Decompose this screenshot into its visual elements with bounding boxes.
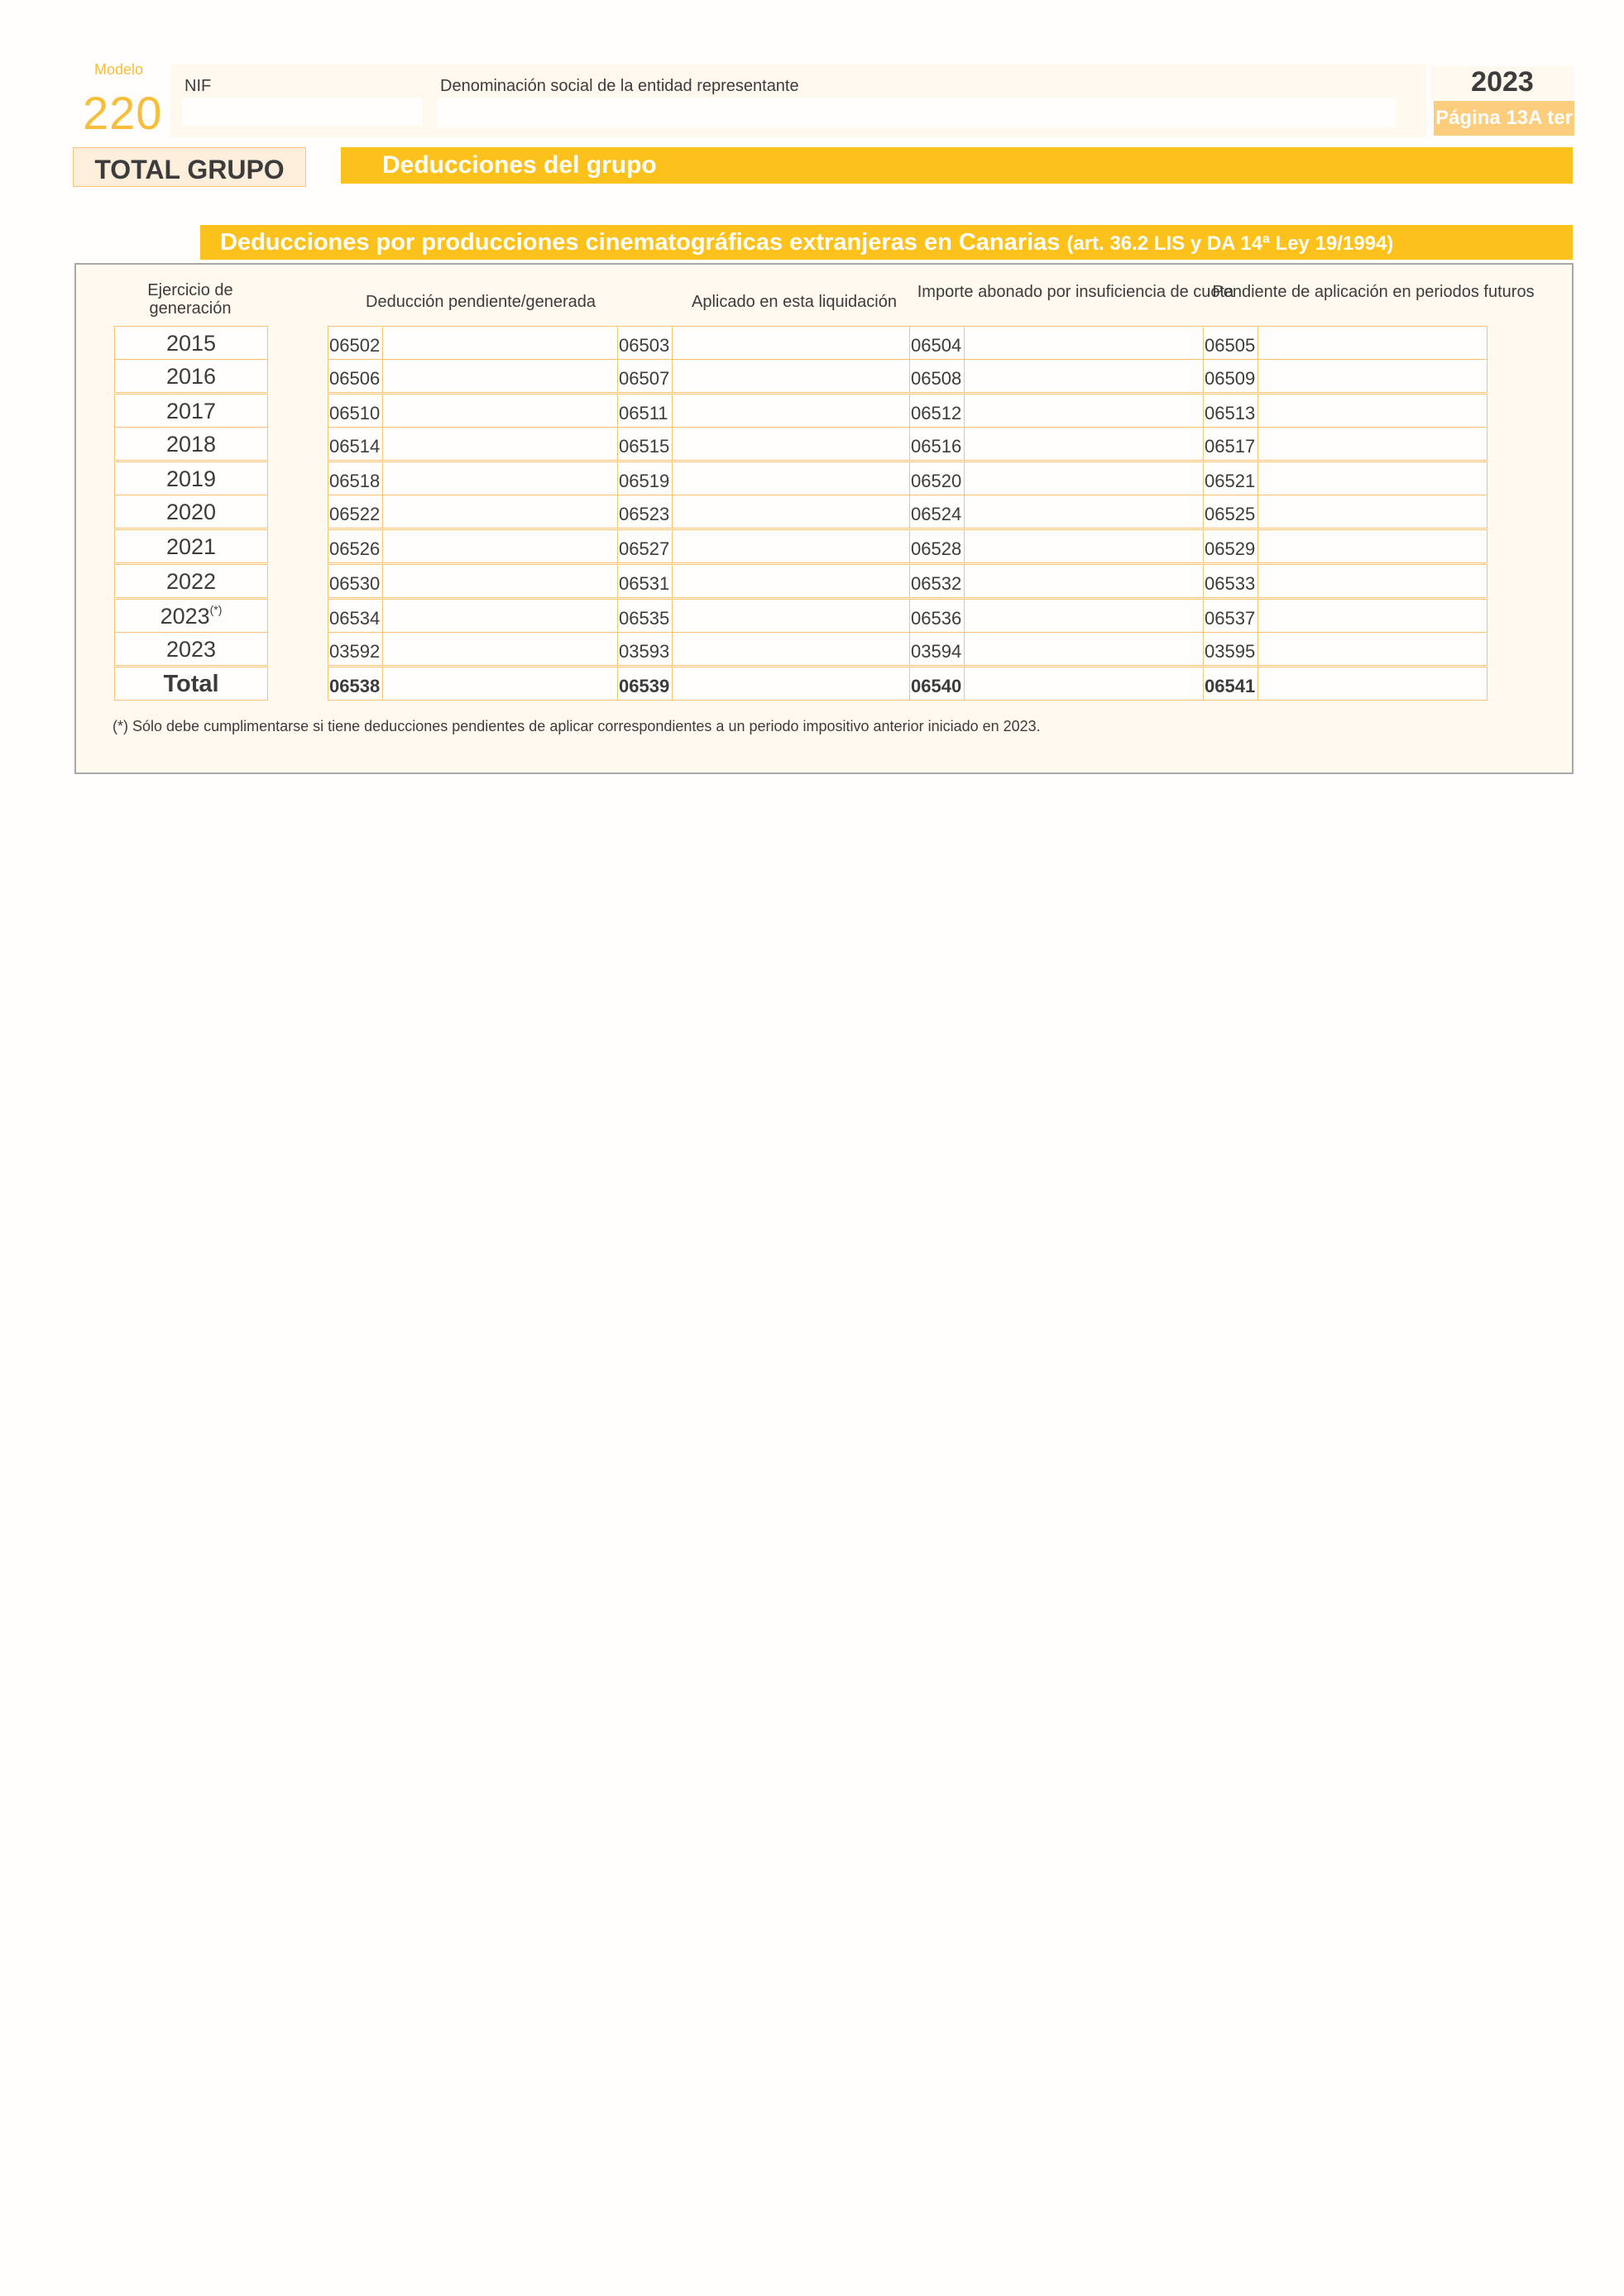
amount-input[interactable] bbox=[1258, 395, 1487, 427]
box-code: 06531 bbox=[618, 565, 673, 597]
form-year: 2023 bbox=[1471, 66, 1534, 98]
year-label: 2018 bbox=[165, 432, 217, 457]
box-code: 06539 bbox=[618, 667, 673, 700]
modelo-label: Modelo bbox=[94, 61, 144, 78]
box-code: 03593 bbox=[618, 633, 673, 665]
amount-input[interactable] bbox=[383, 462, 618, 495]
box-code: 06512 bbox=[910, 395, 965, 427]
table-row bbox=[328, 495, 1487, 529]
table-row bbox=[328, 599, 1487, 633]
amount-input[interactable] bbox=[1258, 667, 1487, 700]
amount-input[interactable] bbox=[673, 360, 910, 392]
amount-input[interactable] bbox=[673, 667, 910, 700]
column-header-aplicado: Aplicado en esta liquidación bbox=[692, 293, 897, 311]
year-label: 2021 bbox=[165, 534, 217, 559]
year-cell bbox=[114, 326, 268, 360]
deducciones-grupo-bar: Deducciones del grupo bbox=[341, 147, 1573, 184]
box-code: 06510 bbox=[328, 395, 383, 427]
amount-input[interactable] bbox=[965, 395, 1204, 427]
year-cell bbox=[114, 462, 268, 495]
section-title: Deducciones por producciones cinematográficas extranjeras en Canarias bbox=[220, 229, 1061, 256]
amount-input[interactable] bbox=[673, 530, 910, 562]
box-code: 06513 bbox=[1204, 395, 1258, 427]
box-code: 06536 bbox=[910, 600, 965, 632]
box-code: 06503 bbox=[618, 327, 673, 359]
box-code: 03592 bbox=[328, 633, 383, 665]
year-cell bbox=[114, 359, 268, 393]
box-code: 06520 bbox=[910, 462, 965, 495]
denominacion-label: Denominación social de la entidad representante bbox=[440, 77, 799, 95]
box-code: 06524 bbox=[910, 495, 965, 528]
amount-input[interactable] bbox=[965, 565, 1204, 597]
amount-input[interactable] bbox=[383, 530, 618, 562]
page-number-badge: Página 13A ter bbox=[1434, 101, 1574, 136]
amount-input[interactable] bbox=[1258, 565, 1487, 597]
year-cell bbox=[114, 632, 268, 666]
year-cell bbox=[114, 427, 268, 461]
table-row bbox=[328, 462, 1487, 495]
box-code: 06508 bbox=[910, 360, 965, 392]
table-row bbox=[328, 359, 1487, 393]
year-label: 2017 bbox=[165, 399, 217, 423]
box-code: 06538 bbox=[328, 667, 383, 700]
year-cell bbox=[114, 599, 268, 633]
year-label: 2016 bbox=[165, 364, 217, 389]
amount-input[interactable] bbox=[383, 360, 618, 392]
box-code: 06528 bbox=[910, 530, 965, 562]
box-code: 06522 bbox=[328, 495, 383, 528]
box-code: 06532 bbox=[910, 565, 965, 597]
amount-input[interactable] bbox=[965, 360, 1204, 392]
box-code: 06541 bbox=[1204, 667, 1258, 700]
box-code: 06502 bbox=[328, 327, 383, 359]
section-title-bar bbox=[200, 225, 1573, 260]
box-code: 06525 bbox=[1204, 495, 1258, 528]
amount-input[interactable] bbox=[1258, 633, 1487, 665]
column-header-importe-abonado: Importe abonado por insuficiencia de cuota bbox=[917, 283, 1234, 301]
nif-input[interactable] bbox=[182, 98, 422, 126]
table-row bbox=[328, 667, 1487, 701]
box-code: 06534 bbox=[328, 600, 383, 632]
amount-input[interactable] bbox=[383, 633, 618, 665]
footnote: (*) Sólo debe cumplimentarse si tiene deducciones pendientes de aplicar correspondientes a un periodo impositivo anterior iniciado en 2023. bbox=[113, 718, 1041, 734]
amount-input[interactable] bbox=[965, 327, 1204, 359]
year-label: 2022 bbox=[165, 569, 217, 594]
amount-input[interactable] bbox=[383, 395, 618, 427]
table-row bbox=[328, 394, 1487, 428]
year-footnote-marker: (*) bbox=[209, 603, 223, 616]
box-code: 06505 bbox=[1204, 327, 1258, 359]
amount-input[interactable] bbox=[673, 462, 910, 495]
amount-input[interactable] bbox=[1258, 360, 1487, 392]
table-row bbox=[328, 427, 1487, 461]
column-header-deduccion-pendiente: Deducción pendiente/generada bbox=[366, 293, 596, 311]
box-code: 06506 bbox=[328, 360, 383, 392]
table-row bbox=[328, 529, 1487, 563]
amount-input[interactable] bbox=[673, 565, 910, 597]
box-code: 06529 bbox=[1204, 530, 1258, 562]
table-row bbox=[328, 326, 1487, 360]
year-cell bbox=[114, 667, 268, 701]
box-code: 06514 bbox=[328, 428, 383, 460]
box-code: 06504 bbox=[910, 327, 965, 359]
amount-input[interactable] bbox=[1258, 428, 1487, 460]
box-code: 06540 bbox=[910, 667, 965, 700]
year-label: 2023 bbox=[160, 604, 210, 629]
column-header-year: Ejercicio de generación bbox=[147, 281, 233, 318]
year-cell bbox=[114, 394, 268, 428]
year-cell bbox=[114, 564, 268, 598]
amount-input[interactable] bbox=[965, 462, 1204, 495]
amount-input[interactable] bbox=[1258, 530, 1487, 562]
box-code: 06511 bbox=[618, 395, 673, 427]
amount-input[interactable] bbox=[965, 428, 1204, 460]
amount-input[interactable] bbox=[965, 495, 1204, 528]
box-code: 06537 bbox=[1204, 600, 1258, 632]
amount-input[interactable] bbox=[383, 667, 618, 700]
box-code: 06523 bbox=[618, 495, 673, 528]
amount-input[interactable] bbox=[965, 633, 1204, 665]
amount-input[interactable] bbox=[965, 667, 1204, 700]
amount-input[interactable] bbox=[673, 428, 910, 460]
amount-input[interactable] bbox=[1258, 462, 1487, 495]
amount-input[interactable] bbox=[1258, 600, 1487, 632]
year-label: 2023 bbox=[165, 637, 217, 662]
column-header-pendiente-futuros: Pendiente de aplicación en periodos futuros bbox=[1212, 283, 1535, 301]
amount-input[interactable] bbox=[383, 428, 618, 460]
amount-input[interactable] bbox=[383, 495, 618, 528]
box-code: 06518 bbox=[328, 462, 383, 495]
year-label: 2015 bbox=[165, 331, 217, 356]
box-code: 06533 bbox=[1204, 565, 1258, 597]
amount-input[interactable] bbox=[965, 530, 1204, 562]
amount-input[interactable] bbox=[383, 327, 618, 359]
denominacion-input[interactable] bbox=[437, 98, 1396, 127]
box-code: 06517 bbox=[1204, 428, 1258, 460]
box-code: 06507 bbox=[618, 360, 673, 392]
amount-input[interactable] bbox=[673, 395, 910, 427]
amount-input[interactable] bbox=[965, 600, 1204, 632]
amount-input[interactable] bbox=[383, 565, 618, 597]
box-code: 06509 bbox=[1204, 360, 1258, 392]
section-subtitle: (art. 36.2 LIS y DA 14ª Ley 19/1994) bbox=[1066, 232, 1394, 255]
box-code: 03595 bbox=[1204, 633, 1258, 665]
modelo-number: 220 bbox=[83, 87, 163, 139]
box-code: 06521 bbox=[1204, 462, 1258, 495]
year-cell bbox=[114, 529, 268, 563]
box-code: 06526 bbox=[328, 530, 383, 562]
box-code: 06515 bbox=[618, 428, 673, 460]
year-label: Total bbox=[163, 671, 219, 697]
nif-label: NIF bbox=[184, 77, 212, 95]
box-code: 06516 bbox=[910, 428, 965, 460]
amount-input[interactable] bbox=[673, 495, 910, 528]
box-code: 06535 bbox=[618, 600, 673, 632]
box-code: 06527 bbox=[618, 530, 673, 562]
box-code: 03594 bbox=[910, 633, 965, 665]
box-code: 06519 bbox=[618, 462, 673, 495]
amount-input[interactable] bbox=[383, 600, 618, 632]
table-row bbox=[328, 632, 1487, 666]
year-label: 2019 bbox=[165, 466, 217, 491]
box-code: 06530 bbox=[328, 565, 383, 597]
total-grupo-label: TOTAL GRUPO bbox=[73, 147, 306, 187]
amount-input[interactable] bbox=[673, 327, 910, 359]
year-cell bbox=[114, 495, 268, 529]
table-row bbox=[328, 564, 1487, 598]
amount-input[interactable] bbox=[673, 633, 910, 665]
amount-input[interactable] bbox=[673, 600, 910, 632]
year-label: 2020 bbox=[165, 500, 217, 524]
amount-input[interactable] bbox=[1258, 495, 1487, 528]
amount-input[interactable] bbox=[1258, 327, 1487, 359]
